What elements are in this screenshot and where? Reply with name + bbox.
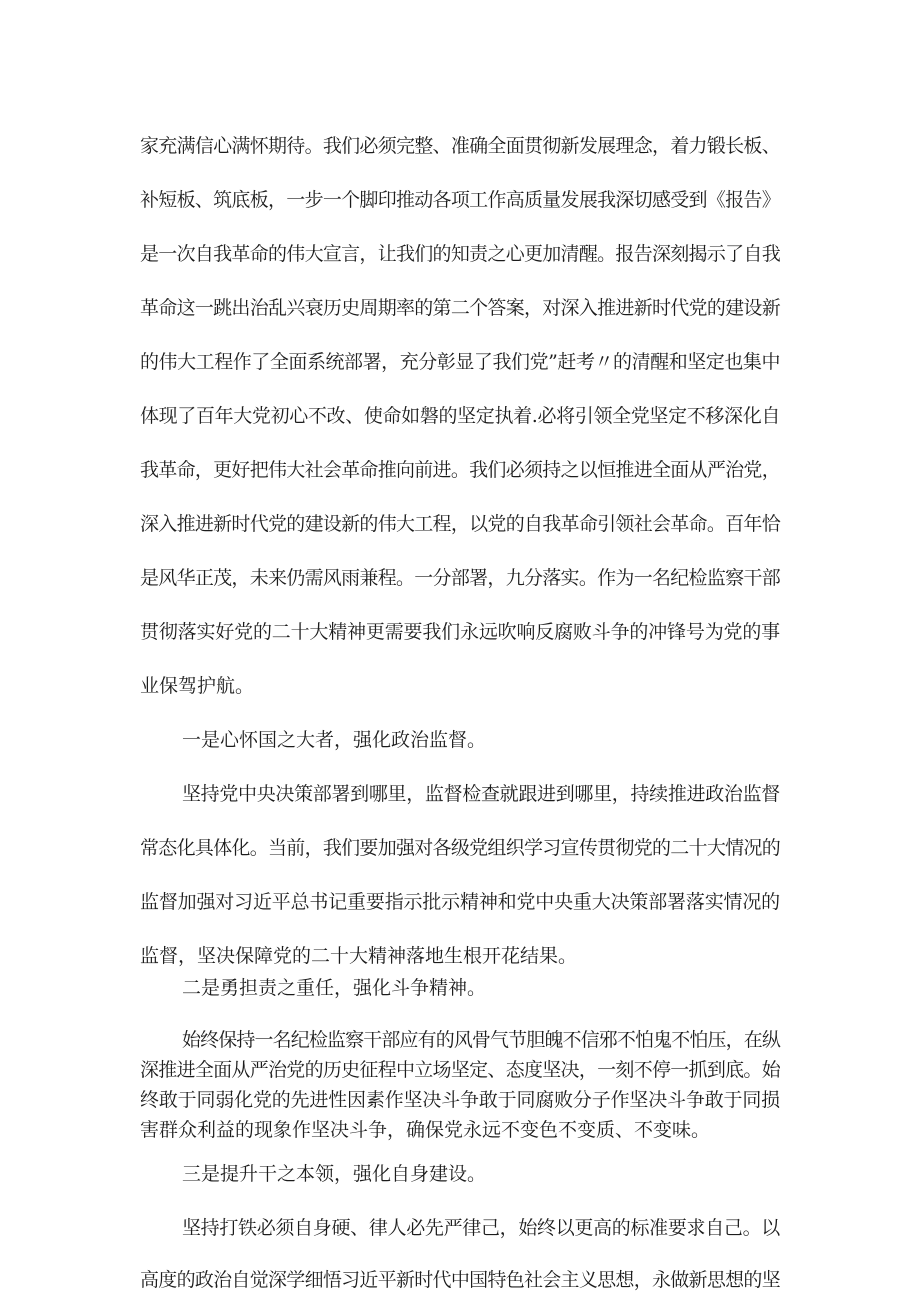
paragraph-1-line: 深入推进新时代党的建设新的伟大工程，以党的自我革命引领社会革命。百年恰 [140,513,780,535]
paragraph-2-line: 监督加强对习近平总书记重要指示批示精神和党中央重大决策部署落实情况的 [140,891,780,913]
paragraph-1-line: 是一次自我革命的伟大宣言，让我们的知责之心更加清醒。报告深刻揭示了自我 [140,243,780,265]
paragraph-3-line: 深推进全面从严治党的历史征程中立场坚定、态度坚决，一刻不停一抓到底。始 [140,1059,780,1081]
paragraph-1-line: 体现了百年大党初心不改、使命如磐的坚定执着.必将引领全党坚定不移深化自 [140,405,781,427]
paragraph-2-line: 监督，坚决保障党的二十大精神落地生根开花结果。 [140,945,578,967]
paragraph-4-line: 高度的政治自觉深学细悟习近平新时代中国特色社会主义思想，永做新思想的坚 [140,1269,780,1291]
paragraph-3-line: 始终保持一名纪检监察干部应有的风骨气节胆魄不信邪不怕鬼不怕压，在纵 [182,1029,780,1051]
paragraph-1-line: 家充满信心满怀期待。我们必须完整、准确全面贯彻新发展理念，着力锻长板、 [140,135,780,157]
paragraph-1-line: 我革命，更好把伟大社会革命推向前进。我们必须持之以恒推进全面从严治党， [140,459,780,481]
paragraph-2-line: 坚持党中央决策部署到哪里，监督检查就跟进到哪里，持续推进政治监督 [182,783,780,805]
paragraph-3-line: 害群众利益的现象作坚决斗争，确保党永远不变色不变质、不变味。 [140,1119,711,1141]
paragraph-1-line: 补短板、筑底板，一步一个脚印推动各项工作高质量发展我深切感受到《报告》 [140,189,780,211]
paragraph-1-line: 是风华正茂，未来仍需风雨兼程。一分部署，九分落实。作为一名纪检监察干部 [140,567,780,589]
paragraph-1-line: 革命这一跳出治乱兴衰历史周期率的第二个答案，对深入推进新时代党的建设新 [140,297,780,319]
paragraph-1-line: 业保驾护航。 [140,675,255,697]
paragraph-3-line: 终敢于同弱化党的先进性因素作坚决斗争敢于同腐败分子作坚决斗争敢于同损 [140,1089,780,1111]
section-heading-1: 一是心怀国之大者，强化政治监督。 [182,729,487,751]
paragraph-1-line: 的伟大工程作了全面系统部署，充分彰显了我们党”赶考〃的清醒和坚定也集中 [140,351,781,373]
paragraph-2-line: 常态化具体化。当前，我们要加强对各级党组织学习宣传贯彻党的二十大情况的 [140,837,780,859]
paragraph-1-line: 贯彻落实好党的二十大精神更需要我们永远吹响反腐败斗争的冲锋号为党的事 [140,621,780,643]
section-heading-2: 二是勇担责之重任，强化斗争精神。 [182,977,487,999]
paragraph-4-line: 坚持打铁必须自身硬、律人必先严律己，始终以更高的标准要求自己。以 [182,1217,780,1239]
section-heading-3: 三是提升干之本领，强化自身建设。 [182,1163,487,1185]
